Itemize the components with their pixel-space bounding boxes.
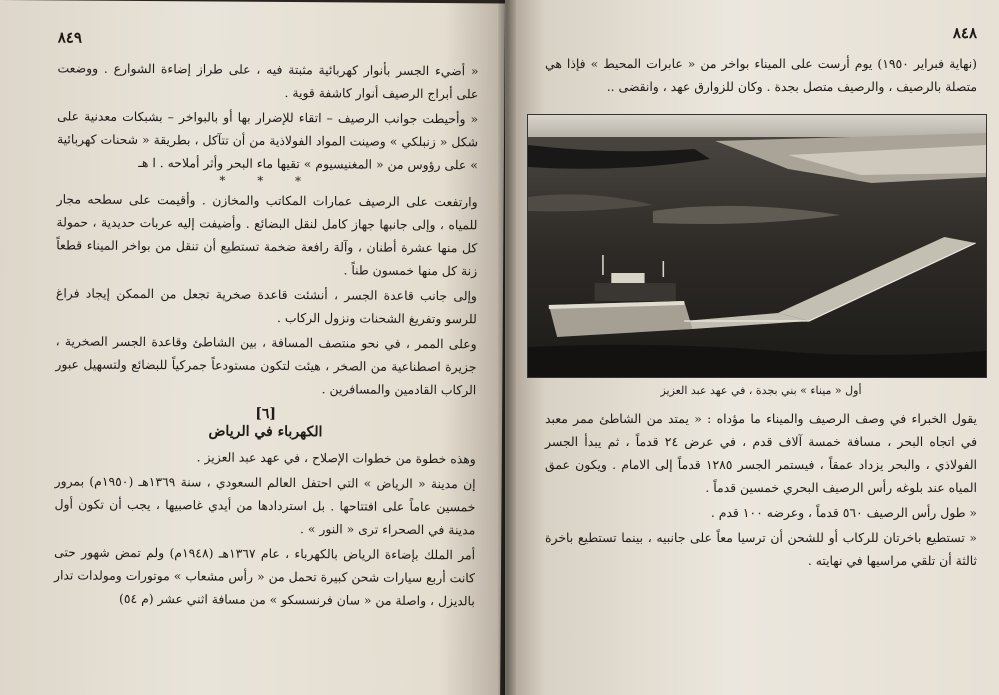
left-paragraph-4: وإلى جانب قاعدة الجسر ، أنشئت قاعدة صخرية تجعل من الممكن إيجاد فراغ للرسو وتفريغ الشحنات ونزول الركاب . bbox=[55, 285, 477, 327]
left-paragraph-3: وارتفعت على الرصيف عمارات المكاتب والمخازن . وأقيمت على سطحه مجار للمياه ، وإلى جانبها جهاز كامل لنقل البضائع . وأضيفت إليه عربات حديدية ، حمولة كل منها عشرة أطنان ، وآلة رافعة ضخمة تستطيع أن تنقل من بواخر الميناء قطعاً زنة كل منها خمسون طناً . bbox=[56, 191, 478, 279]
section-number: [٦] bbox=[255, 405, 277, 422]
section-title: الكهرباء في الرياض bbox=[208, 423, 323, 441]
right-page bbox=[505, 0, 999, 695]
right-intro-paragraph: (نهاية فبراير ١٩٥٠) يوم أرست على الميناء بواخر من « عابرات المحيط » فإذا هي متصلة بالرصيف ، والرصيف متصل بجدة . وكان للزوارق عهد ، وانقضى .. bbox=[545, 56, 977, 94]
left-paragraph-2: « وأحيطت جوانب الرصيف – اتقاء للإضرار بها أو بالبواخر – بشبكات معدنية على شكل « زنبلكي » وصينت المواد الفولاذية من أن تتآكل ، بطريقة « شحنات كهربائية » على رؤوس من « المغنيسيوم » تقيها ماء البحر وأثر أملاحه . ا هـ bbox=[56, 108, 479, 173]
port-illustration bbox=[528, 115, 986, 377]
port-photo bbox=[527, 114, 987, 378]
section-divider-stars: * * * bbox=[219, 173, 316, 189]
right-paragraph-1: يقول الخبراء في وصف الرصيف والميناء ما مؤداه : « يمتد من الشاطئ ممر معبد في اتجاه البحر ، مسافة خمسة آلاف قدم ، في عرض ٢٤ قدماً ، ثم يبدأ الجسر الفولاذي ، والبحر يزداد عمقاً ، فيستمر الجسر ١٢٨٥ قدماً إلى الامام . ويكون عمق المياه عند بلوغه رأس الرصيف البحري خمسين قدماً . bbox=[545, 411, 977, 495]
left-paragraph-5: وعلى الممر ، في نحو منتصف المسافة ، بين الشاطئ وقاعدة الجسر الصخرية ، جزيرة اصطناعية من الصخر ، هيئت لتكون مستودعاً جمركياً للبضائع ولتسهيل عبور الركاب القادمين والمسافرين . bbox=[55, 333, 477, 398]
section-paragraph-3: أمر الملك بإضاءة الرياض بالكهرباء ، عام ١٣٦٧هـ (١٩٤٨م) ولم تمض شهور حتى كانت أربع سيارات شحن كبيرة تحمل من « رأس مشعاب » موتورات ومولدات تدار بالديزل ، واصلة من « سان فرنسسكو » من مسافة اثني عشر (م ٥٤) bbox=[53, 544, 476, 609]
section-paragraph-2: إن مدينة « الرياض » التي احتفل العالم السعودي ، سنة ١٣٦٩هـ (١٩٥٠م) بمرور خمسين عاماً على افتتاحها . بل استردادها من أيدي غاصبيها ، يجب أن تكون أول مدينة في الصحراء ترى « النور » . bbox=[54, 473, 476, 538]
right-paragraph-2: « طول رأس الرصيف ٥٦٠ قدماً ، وعرضه ١٠٠ قدم . bbox=[710, 505, 977, 520]
section-paragraph-1: وهذه خطوة من خطوات الإصلاح ، في عهد عبد العزيز . bbox=[196, 449, 476, 467]
left-paragraph-1: « أضيء الجسر بأنوار كهربائية مثبتة فيه ، على طراز إضاءة الشوارع . ووضعت على أبراج الرصيف أنوار كاشفة قوية . bbox=[57, 60, 479, 102]
book-gutter bbox=[498, 0, 516, 695]
right-page-number: ٨٤٨ bbox=[952, 24, 977, 42]
right-paragraph-3: « تستطيع باخرتان للركاب أو للشحن أن ترسيا معاً على جانبيه ، بينما تستطيع باخرة ثالثة أن تلقي مراسيها في نهايته . bbox=[545, 530, 977, 568]
photo-caption: أول « ميناء » بني بجدة ، في عهد عبد العزيز bbox=[660, 384, 862, 397]
left-page-number: ٨٤٩ bbox=[57, 28, 82, 47]
